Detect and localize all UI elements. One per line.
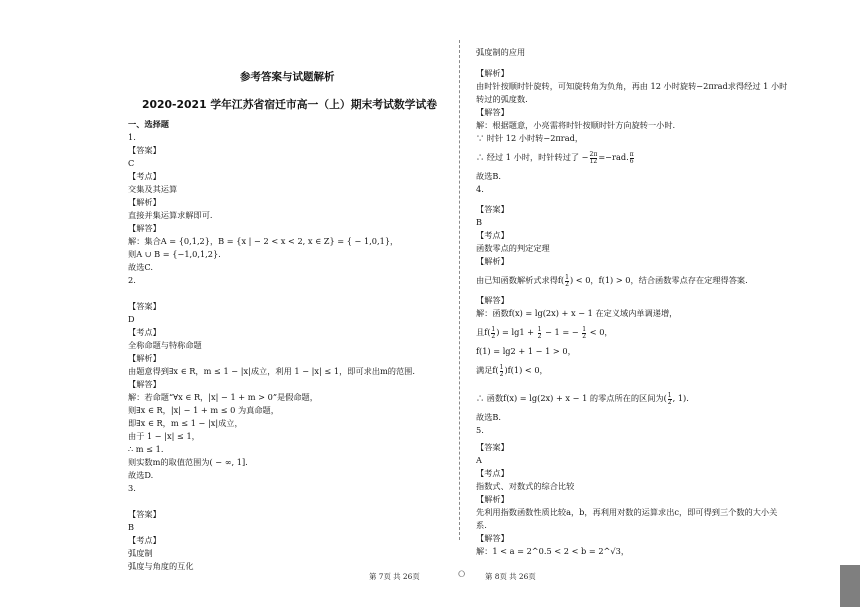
text-fragment: 弧度制的应用 [476, 47, 526, 57]
text-fragment: 故选B. [476, 171, 501, 181]
answer-line [476, 411, 501, 424]
right-page-number: 第 8页 共 26页 [485, 572, 536, 581]
text-fragment: ∵ 时针 12 小时转−2πrad， [476, 133, 584, 143]
fraction [491, 327, 495, 340]
answer-line [476, 274, 748, 288]
answer-line [476, 294, 509, 307]
scroll-thumb[interactable] [840, 565, 860, 607]
fraction-numerator: 1 [537, 325, 542, 333]
text-fragment: 【答案】 [476, 204, 509, 214]
answer-line [476, 326, 613, 340]
fraction-denominator: 6 [629, 157, 634, 165]
answer-line [476, 424, 484, 437]
answer-line [476, 170, 501, 183]
answer-line: 弧度与角度的互化 [128, 561, 194, 571]
fraction [668, 393, 672, 406]
text-fragment: 故选B. [476, 412, 501, 422]
answer-line: 【考点】 [128, 327, 161, 337]
answer-line [476, 307, 677, 320]
answer-line [476, 151, 635, 165]
answer-line: 2. [128, 275, 136, 285]
text-fragment: 【答案】 [476, 442, 509, 452]
text-fragment: 4. [476, 184, 484, 194]
fraction-numerator: 2π [589, 150, 598, 158]
text-fragment: 【解答】 [476, 295, 509, 305]
left-page-number: 第 7页 共 26页 [369, 572, 420, 581]
answer-line [476, 519, 487, 532]
answer-line: 全称命题与特称命题 [128, 340, 202, 350]
answer-line: 由于 1 − |x| ≤ 1， [128, 431, 200, 441]
fraction-numerator: 1 [491, 325, 496, 333]
text-fragment: 解：函数f(x) = lg(2x) + x − 1 在定义域内单调递增， [476, 308, 678, 318]
answer-line: 交集及其运算 [128, 184, 178, 194]
answer-line [476, 229, 509, 242]
answer-line: 故选C. [128, 262, 153, 272]
answer-line [476, 67, 509, 80]
fraction-numerator: π [629, 150, 634, 158]
answer-line: 直接并集运算求解即可. [128, 210, 213, 220]
answer-line [476, 255, 509, 268]
answer-line: 解：集合A = {0,1,2}，B = {x | − 2 < x < 2, x ∈ Z} = { − 1,0,1}， [128, 236, 399, 246]
text-fragment: 【解析】 [476, 68, 509, 78]
page-divider [459, 40, 460, 540]
fraction-numerator: 1 [499, 363, 504, 371]
text-fragment: 5. [476, 425, 484, 435]
answer-line: 【解析】 [128, 353, 161, 363]
answer-line: ∴ m ≤ 1. [128, 444, 164, 454]
answer-line: 【解析】 [128, 197, 161, 207]
page-subtitle: 2020-2021 学年江苏省宿迁市高一（上）期末考试数学试卷 [142, 98, 438, 111]
fraction [590, 152, 598, 165]
text-fragment: =− [598, 152, 613, 162]
page-title: 参考答案与试题解析 [240, 71, 335, 83]
text-fragment: 转过的弧度数. [476, 94, 528, 104]
text-fragment: 【解析】 [476, 256, 509, 266]
answer-line: 由题意得到∃x ∈ R，m ≤ 1 − |x|成立，利用 1 − |x| ≤ 1，即可求出m的范围. [128, 366, 415, 376]
answer-line: C [128, 158, 135, 168]
answer-line [476, 80, 787, 93]
answer-line: 则实数m的取值范围为( − ∞, 1]. [128, 457, 248, 467]
answer-line: 即∃x ∈ R，m ≤ 1 − |x|成立， [128, 418, 243, 428]
section-heading: 一、选择题 [128, 119, 169, 129]
answer-line [476, 506, 777, 519]
answer-line [476, 392, 689, 406]
text-fragment: f(1) = lg2 + 1 − 1 > 0， [476, 346, 576, 356]
fraction [582, 327, 586, 340]
answer-line [476, 216, 482, 229]
text-fragment: 解：根据题意，小亮需将时针按顺时针方向旋转一小时. [476, 120, 676, 130]
fraction-numerator: 1 [667, 391, 672, 399]
answer-line: 弧度制 [128, 548, 153, 558]
text-fragment: ∴ 经过 1 小时，时针转过了 − [476, 152, 589, 162]
answer-line: 3. [128, 483, 136, 493]
text-fragment: 系. [476, 520, 487, 530]
text-fragment: 函数零点的判定定理 [476, 243, 550, 253]
text-fragment: 由时针按顺时针旋转，可知旋转角为负角，再由 12 小时旋转−2πrad求得经过 1 小时 [476, 81, 788, 91]
text-fragment: 指数式、对数式的综合比较 [476, 481, 575, 491]
fraction [565, 275, 569, 288]
answer-line [476, 183, 484, 196]
text-fragment: 由已知函数解析式求得f( [476, 275, 565, 285]
answer-line: 【考点】 [128, 171, 161, 181]
text-fragment: 【解析】 [476, 494, 509, 504]
fraction-denominator: 12 [589, 157, 598, 165]
text-fragment: 解：1 < a = 2^0.5 < 2 < b = 2^√3， [476, 546, 630, 556]
answer-line [476, 93, 528, 106]
text-fragment: 【考点】 [476, 468, 509, 478]
text-fragment: 【考点】 [476, 230, 509, 240]
text-fragment: 【解答】 [476, 107, 509, 117]
text-fragment: 【解答】 [476, 533, 509, 543]
answer-line: 【解答】 [128, 379, 161, 389]
answer-line [476, 106, 509, 119]
answer-line [476, 119, 675, 132]
answer-line [476, 532, 509, 545]
answer-line [476, 242, 550, 255]
fraction-denominator: 2 [491, 332, 496, 340]
answer-line [476, 545, 629, 558]
answer-line: B [128, 522, 135, 532]
fraction-denominator: 2 [537, 332, 542, 340]
text-fragment: ) = lg1 + [496, 327, 537, 337]
answer-line [476, 467, 509, 480]
fraction-denominator: 2 [565, 280, 569, 288]
text-fragment: B [476, 217, 483, 227]
answer-line: 【答案】 [128, 509, 161, 519]
text-fragment: 先利用指数函数性质比较a，b，再利用对数的运算求出c，即可得到三个数的大小关 [476, 507, 778, 517]
answer-line: 【考点】 [128, 535, 161, 545]
fraction-numerator: 1 [565, 273, 569, 281]
fraction [630, 152, 634, 165]
fraction-numerator: 1 [582, 325, 587, 333]
fraction-denominator: 2 [667, 398, 672, 406]
text-fragment: A [476, 455, 482, 465]
answer-line [476, 454, 482, 467]
answer-line: 解：若命题“∀x ∈ R，|x| − 1 + m > 0”是假命题， [128, 392, 318, 402]
answer-line: 【答案】 [128, 301, 161, 311]
answer-line [476, 203, 509, 216]
answer-line [476, 345, 576, 358]
fraction [500, 365, 504, 378]
answer-line: D [128, 314, 135, 324]
text-fragment: − 1 = − [542, 327, 582, 337]
page-separator-icon: ⭘ [458, 570, 466, 580]
answer-line: 故选D. [128, 470, 154, 480]
fraction-denominator: 2 [582, 332, 587, 340]
answer-line: 【解答】 [128, 223, 161, 233]
answer-line [476, 364, 548, 378]
answer-line: 【答案】 [128, 145, 161, 155]
text-fragment: ) < 0，f(1) > 0，结合函数零点存在定理得答案. [569, 275, 748, 285]
answer-line [476, 132, 583, 145]
text-fragment: ∴ 函数f(x) = lg(2x) + x − 1 的零点所在的区间为( [476, 393, 667, 403]
answer-line: 1. [128, 132, 136, 142]
text-fragment: 且f( [476, 327, 491, 337]
fraction-denominator: 2 [499, 370, 504, 378]
answer-line [476, 441, 509, 454]
answer-line [476, 493, 509, 506]
fraction [538, 327, 542, 340]
answer-line: 则∃x ∈ R，|x| − 1 + m ≤ 0 为真命题， [128, 405, 279, 415]
text-fragment: 满足f( [476, 365, 499, 375]
answer-line: 则A ∪ B = {−1,0,1,2}. [128, 249, 221, 259]
text-fragment: , 1). [672, 393, 689, 403]
text-fragment: < 0， [587, 327, 613, 337]
answer-line [476, 46, 525, 59]
text-fragment: rad. [612, 152, 629, 162]
text-fragment: )f(1) < 0， [504, 365, 548, 375]
answer-line [476, 480, 574, 493]
